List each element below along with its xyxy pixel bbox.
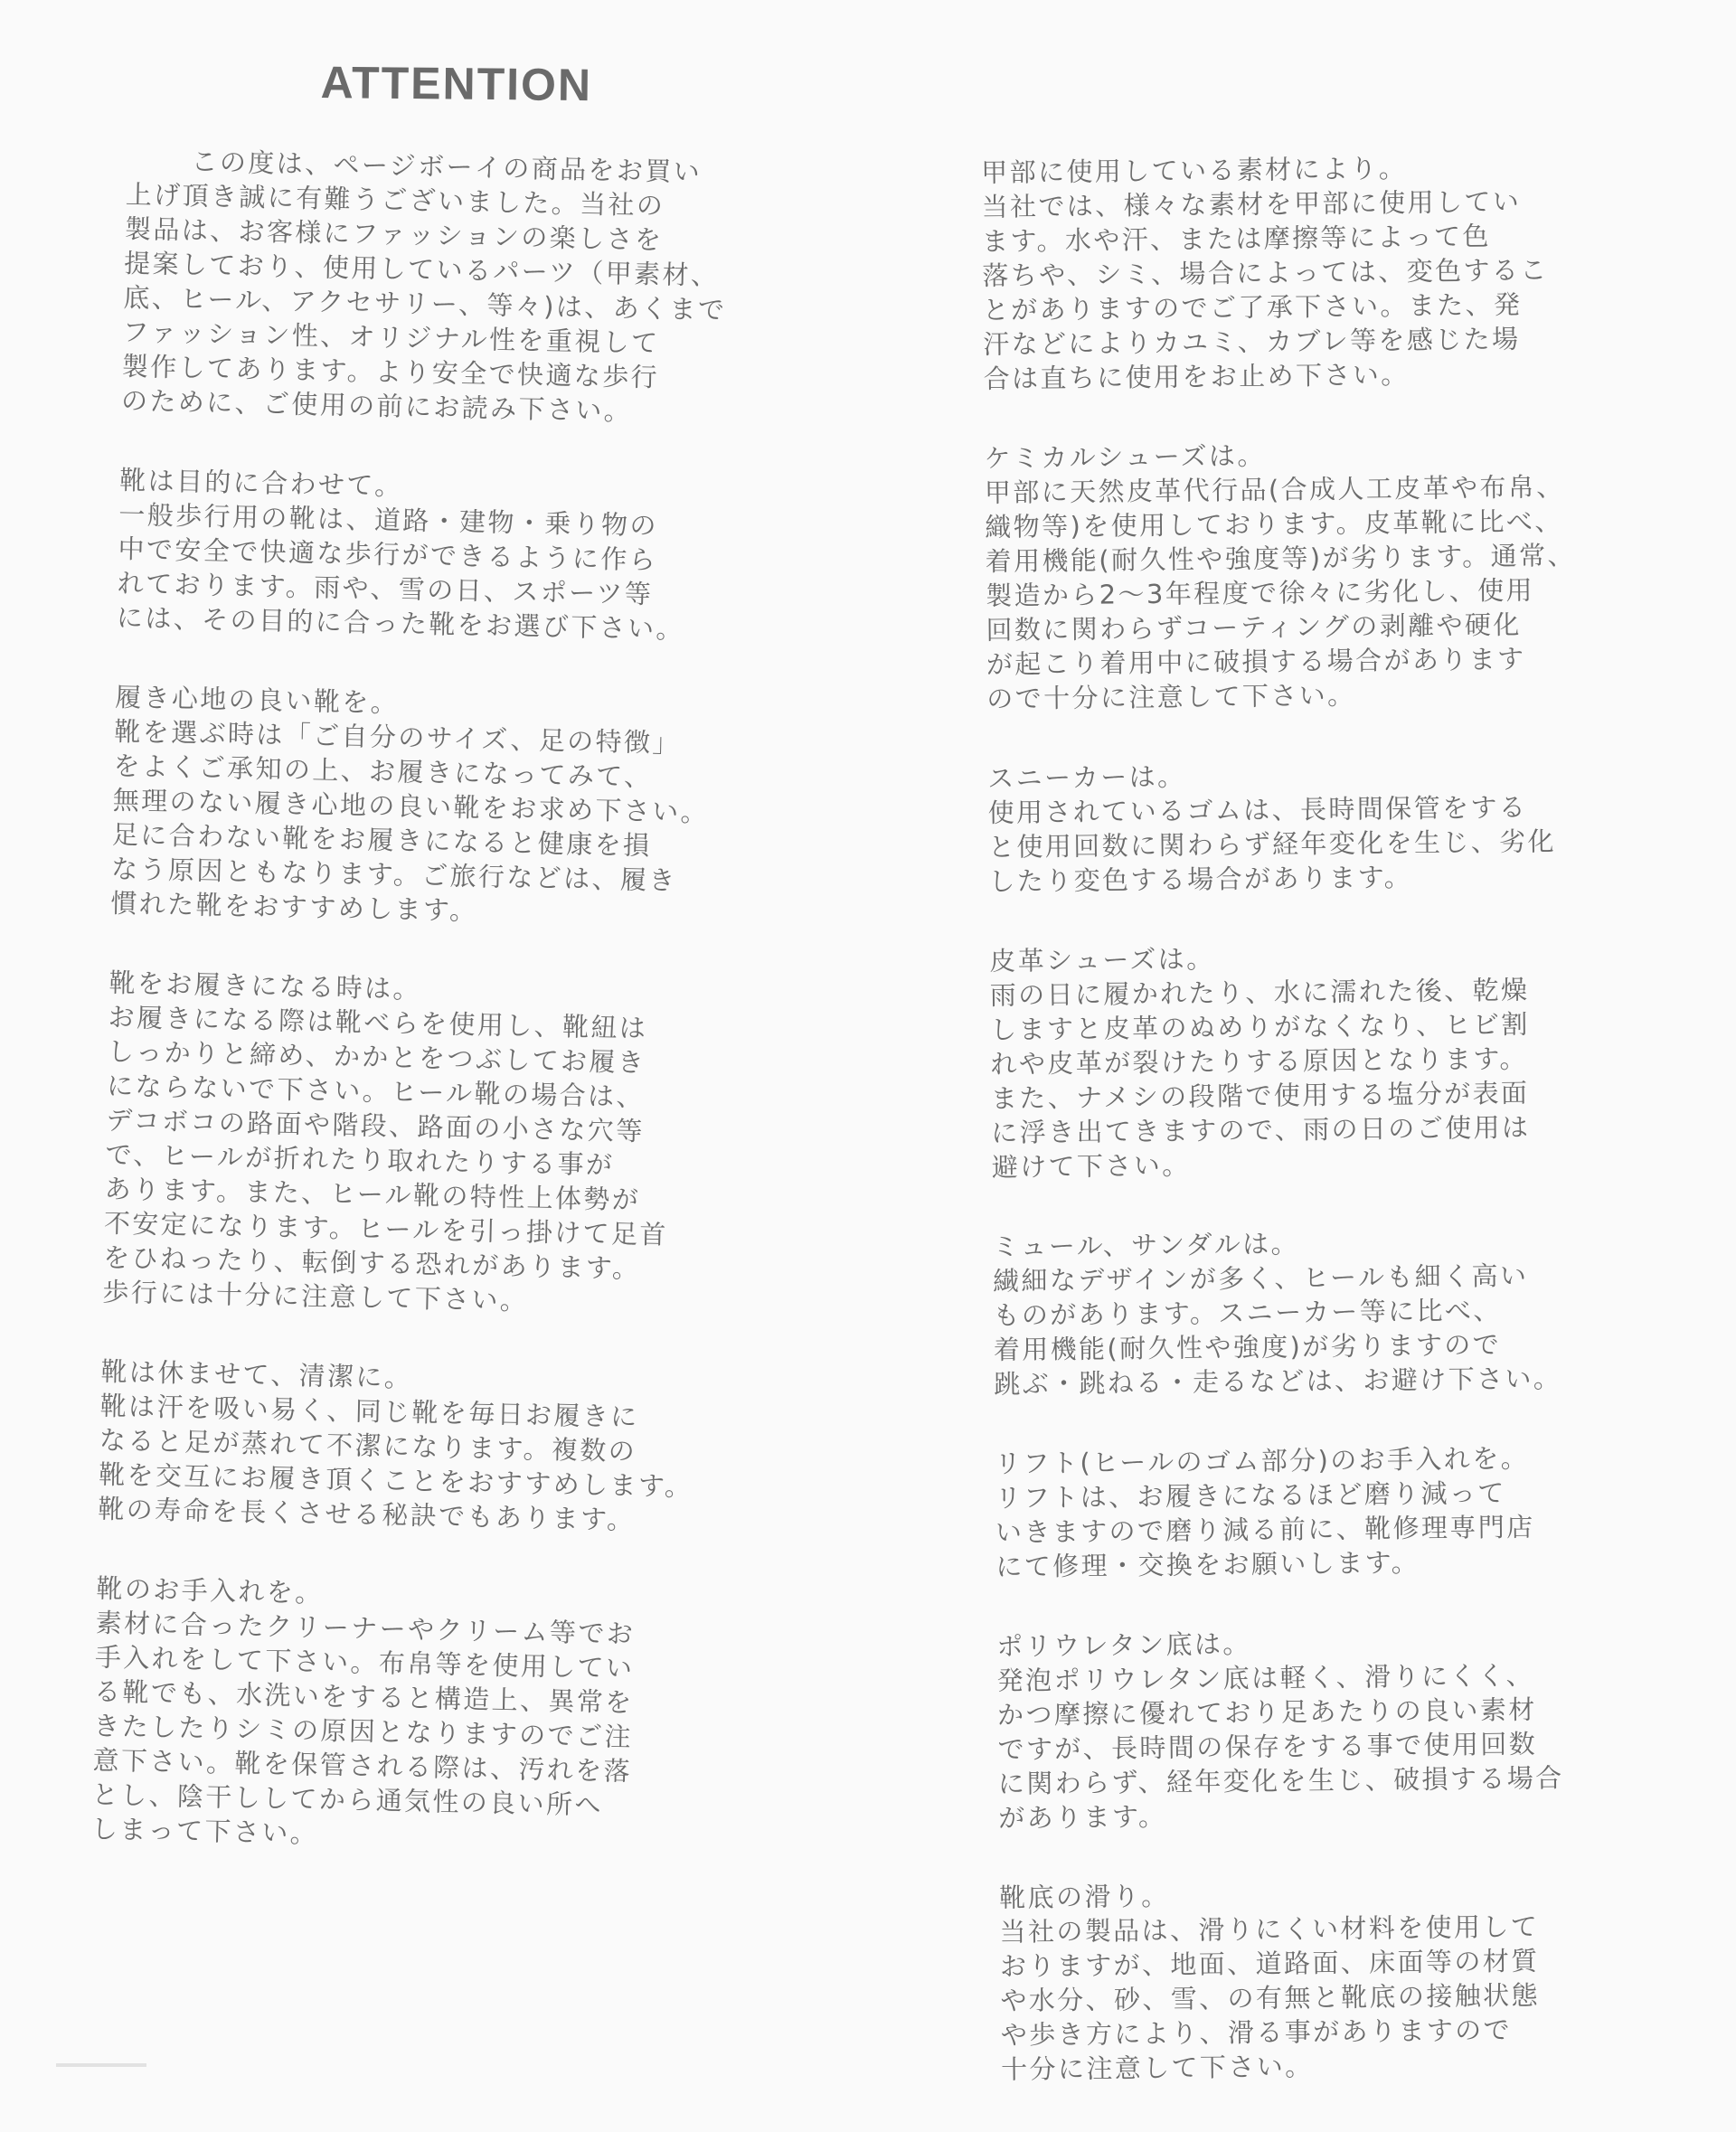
text-line: 靴は汗を吸い易く、同じ靴を毎日お履きに [99,1390,639,1433]
text-line: 十分に注意して下さい。 [1000,2051,1314,2085]
notice-section [117,463,807,649]
intro-paragraph [121,143,814,432]
notice-section [992,1222,1645,1401]
right-column [981,148,1653,2131]
text-line: なると足が蒸れて不潔になります。複数の [99,1424,637,1467]
text-line: 製品は、お客様にファッションの楽しさを [124,212,664,256]
notice-section [981,148,1635,396]
text-line: きたしたりシミの原因となりますのでご注 [92,1710,634,1753]
text-line: 着用機能(耐久性や強度)が劣りますので [993,1329,1502,1365]
section-heading: 靴底の滑り。 [999,1880,1170,1913]
text-line: 無理のない履き心地の良い靴をお求め下さい。 [112,784,710,828]
text-line: る靴でも、水洗いをすると構造上、異常を [93,1675,634,1719]
text-line: で、ヒールが折れたり取れたりする事が [105,1138,615,1181]
text-line: しっかりと締め、かかとをつぶしてお履き [107,1035,646,1079]
text-line: 当社では、様々な素材を甲部に使用してい [981,185,1522,222]
text-line: 織物等)を使用しております。皮革靴に比べ、 [985,505,1563,542]
section-heading: 靴のお手入れを。 [96,1572,325,1608]
text-line: 着用機能(耐久性や強度等)が劣ります。通常、 [985,540,1576,577]
text-line: 歩行には十分に注意して下さい。 [102,1276,529,1316]
text-line: 素材に合ったクリーナーやクリーム等でお [95,1607,636,1650]
text-line: 合は直ちに使用をお止め下さい。 [983,359,1410,394]
text-line: なう原因ともなります。ご旅行などは、履き [110,853,678,896]
section-heading: 甲部に使用している素材により。 [981,153,1408,188]
text-line: のために、ご使用の前にお読み下さい。 [120,384,633,427]
page-title: ATTENTION [320,56,593,111]
text-line: 靴を選ぶ時は「ご自分のサイズ、足の特徴」 [114,715,682,759]
text-line: お履きになる際は靴べらを使用し、靴紐は [108,1001,648,1044]
notice-section [995,1439,1647,1584]
text-line: とし、陰干ししてから通気性の良い所へ [91,1778,604,1821]
section-heading: スニーカーは。 [987,760,1186,794]
text-line: にて修理・交換をお願いします。 [995,1547,1420,1582]
text-line: 慣れた靴をおすすめします。 [110,887,478,927]
text-line: ものがあります。スニーカー等に比べ、 [993,1295,1502,1331]
text-line: 底、ヒール、アクセサリー、等々)は、あくまで [123,281,727,325]
text-line: には、その目的に合った靴をお選び下さい。 [116,601,685,646]
text-line: 当社の製品は、滑りにくい材料を使用して [999,1910,1540,1948]
section-heading: ケミカルシューズは。 [984,439,1266,474]
text-line: 甲部に天然皮革代行品(合成人工皮革や布帛、 [984,471,1565,508]
text-line: 跳ぶ・跳ねる・走るなどは、お避け下さい。 [994,1363,1562,1400]
section-heading: ミュール、サンダルは。 [992,1228,1300,1262]
text-line: と使用回数に関わらず経年変化を生じ、劣化 [987,825,1557,863]
text-line: ファッション性、オリジナル性を重視して [122,316,660,359]
text-line: れや皮革が裂けたりする原因となります。 [990,1042,1528,1080]
text-line: かつ摩擦に優れており足あたりの良い素材 [996,1693,1537,1731]
text-line: 落ちや、シミ、場合によっては、変色するこ [982,254,1549,291]
text-line: デコボコの路面や階段、路面の小さな穴等 [106,1104,646,1147]
bottom-edge-mark [56,2063,146,2067]
section-heading: 靴をお履きになる時は。 [108,967,422,1005]
right-sections [981,148,1652,2086]
notice-section [102,966,797,1324]
text-line: とがありますのでご了承下さい。また、発 [982,288,1523,325]
text-line: 使用されているゴムは、長時間保管をする [987,791,1528,828]
notice-section [987,754,1640,899]
text-line: が起こり着用中に破損する場合があります [986,643,1526,680]
notice-section [91,1571,784,1861]
text-line: したり変色する場合があります。 [988,862,1413,897]
section-heading: ポリウレタン底は。 [996,1627,1251,1662]
section-heading: 皮革シューズは。 [989,943,1215,976]
notice-section [110,680,802,935]
text-line: があります。 [998,1800,1167,1834]
left-column [90,143,813,1905]
text-line: ます。水や汗、または摩擦等によって色 [981,221,1492,257]
text-line: しますと皮革のぬめりがなくなり、ヒビ割 [989,1008,1530,1045]
text-line: 雨の日に履かれたり、水に濡れた後、乾燥 [989,974,1530,1011]
text-line: 提案しており、使用しているパーツ（甲素材、 [123,247,720,291]
text-line: いきますので磨り減る前に、靴修理専門店 [995,1511,1535,1548]
text-line: あります。また、ヒール靴の特性上体勢が [104,1173,641,1216]
text-line: 汗などによりカユミ、カブレ等を感じた場 [983,323,1521,360]
section-heading: 靴は休ませて、清潔に。 [100,1355,413,1393]
notice-section [984,434,1637,716]
text-line: ですが、長時間の保存をする事で使用回数 [997,1728,1538,1765]
text-line: 足に合わない靴をお履きになると健康を損 [111,818,652,862]
text-line: 靴を交互にお履き頂くことをおすすめします。 [98,1458,693,1503]
text-line: 製造から2〜3年程度で徐々に劣化し、使用 [985,574,1535,611]
text-line: 上げ頂き誠に有難うございました。当社の [125,178,665,222]
section-heading: 履き心地の良い靴を。 [114,681,400,719]
text-line: に関わらず、経年変化を生じ、破損する場合 [997,1762,1564,1799]
text-line: や歩き方により、滑る事がありますので [1000,2014,1513,2051]
text-line: 手入れをして下さい。布帛等を使用してい [94,1641,635,1684]
notice-section [98,1354,788,1541]
left-sections [91,463,807,1861]
text-line: に浮き出てきますので、雨の日のご使用は [991,1111,1531,1148]
text-line: この度は、ページボーイの商品をお買い [191,146,703,188]
text-line: 一般歩行用の靴は、道路・建物・乗り物の [118,498,659,542]
text-line: や水分、砂、雪、の有無と靴底の接触状態 [1000,1979,1541,2016]
text-line: をよくご承知の上、お履きになってみて、 [113,750,653,793]
notice-section [999,1873,1652,2087]
text-line: 意下さい。靴を保管される際は、汚れを落 [92,1744,633,1788]
text-line: 繊細なデザインが多く、ヒールも細く高い [992,1259,1529,1297]
text-line: 中で安全で快適な歩行ができるように作ら [118,533,658,576]
text-line: また、ナメシの段階で使用する塩分が表面 [990,1077,1530,1114]
section-heading: リフト(ヒールのゴム部分)のお手入れを。 [994,1442,1530,1479]
text-line: しまって下さい。 [90,1813,319,1849]
text-line: をひねったり、転倒する恐れがあります。 [102,1241,641,1285]
text-line: 避けて下さい。 [991,1149,1191,1183]
text-line: 不安定になります。ヒールを引っ掛けて足首 [103,1207,669,1250]
text-line: れております。雨や、雪の日、スポーツ等 [117,567,654,610]
text-line: 製作してあります。より安全で快適な歩行 [121,350,660,393]
notice-section [989,937,1643,1184]
section-heading: 靴は目的に合わせて。 [118,464,403,502]
text-line: 回数に関わらずコーティングの剥離や硬化 [986,608,1522,646]
text-line: おりますが、地面、道路面、床面等の材質 [999,1945,1540,1982]
notice-section [996,1622,1649,1835]
text-line: にならないで下さい。ヒール靴の場合は、 [106,1070,646,1113]
text-line: 靴の寿命を長くさせる秘訣でもあります。 [97,1493,636,1536]
text-line: リフトは、お履きになるほど磨り減って [995,1477,1506,1514]
text-line: 発泡ポリウレタン底は軽く、滑りにくく、 [996,1659,1535,1696]
text-line: ので十分に注意して下さい。 [986,679,1356,714]
